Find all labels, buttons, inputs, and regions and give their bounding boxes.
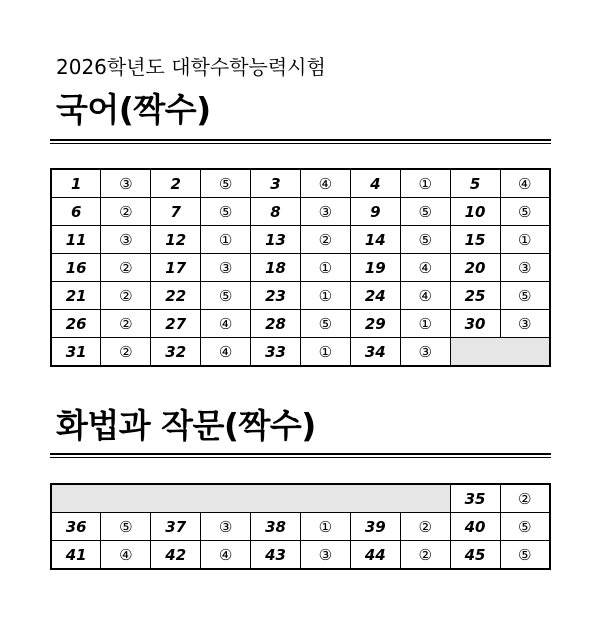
question-number: 37 — [151, 513, 201, 541]
question-number: 19 — [350, 254, 400, 282]
question-number: 6 — [51, 198, 101, 226]
answer-choice: ⑤ — [500, 198, 550, 226]
answer-choice: ⑤ — [300, 310, 350, 338]
answer-choice: ④ — [101, 541, 151, 570]
question-number: 9 — [350, 198, 400, 226]
question-number: 42 — [151, 541, 201, 570]
question-number: 15 — [450, 226, 500, 254]
question-number: 26 — [51, 310, 101, 338]
table-row — [51, 338, 550, 367]
question-number: 36 — [51, 513, 101, 541]
question-number: 33 — [251, 338, 301, 367]
answer-choice: ② — [500, 484, 550, 513]
question-number: 41 — [51, 541, 101, 570]
section-title-speech-writing: 화법과 작문(짝수) — [56, 406, 316, 445]
question-number: 23 — [251, 282, 301, 310]
question-number: 14 — [350, 226, 400, 254]
question-number: 18 — [251, 254, 301, 282]
table-row — [51, 310, 550, 338]
table-row — [51, 282, 550, 310]
answer-choice: ② — [101, 282, 151, 310]
answer-choice: ① — [300, 282, 350, 310]
table-row — [51, 254, 550, 282]
section-title-korean: 국어(짝수) — [56, 90, 211, 129]
exam-title: 2026학년도 대학수학능력시험 — [56, 55, 326, 79]
table-row — [51, 513, 550, 541]
question-number: 34 — [350, 338, 400, 367]
answer-choice: ⑤ — [500, 541, 550, 570]
question-number: 7 — [151, 198, 201, 226]
answer-choice: ② — [101, 338, 151, 367]
section-divider — [50, 453, 551, 458]
answer-choice: ③ — [101, 226, 151, 254]
answer-choice: ① — [300, 338, 350, 367]
table-row — [51, 198, 550, 226]
answer-choice: ⑤ — [500, 282, 550, 310]
answer-choice: ② — [101, 198, 151, 226]
question-number: 40 — [450, 513, 500, 541]
question-number: 17 — [151, 254, 201, 282]
question-number: 5 — [450, 169, 500, 198]
answer-choice: ④ — [500, 169, 550, 198]
question-number: 13 — [251, 226, 301, 254]
answer-choice: ④ — [400, 282, 450, 310]
question-number: 2 — [151, 169, 201, 198]
question-number: 45 — [450, 541, 500, 570]
question-number: 28 — [251, 310, 301, 338]
answer-choice: ② — [101, 310, 151, 338]
answer-choice: ③ — [500, 310, 550, 338]
answer-choice: ④ — [400, 254, 450, 282]
answer-choice: ③ — [300, 541, 350, 570]
answer-choice: ③ — [300, 198, 350, 226]
answer-table-korean — [50, 168, 551, 367]
answer-choice: ② — [300, 226, 350, 254]
answer-choice: ④ — [300, 169, 350, 198]
question-number: 43 — [251, 541, 301, 570]
answer-choice: ② — [101, 254, 151, 282]
question-number: 29 — [350, 310, 400, 338]
answer-choice: ① — [300, 513, 350, 541]
answer-choice: ③ — [400, 338, 450, 367]
question-number: 16 — [51, 254, 101, 282]
question-number: 32 — [151, 338, 201, 367]
answer-choice: ⑤ — [201, 198, 251, 226]
question-number: 3 — [251, 169, 301, 198]
table-row — [51, 484, 550, 513]
answer-choice: ③ — [101, 169, 151, 198]
question-number: 22 — [151, 282, 201, 310]
table-row — [51, 541, 550, 570]
answer-choice: ③ — [500, 254, 550, 282]
question-number: 12 — [151, 226, 201, 254]
question-number: 20 — [450, 254, 500, 282]
question-number: 11 — [51, 226, 101, 254]
answer-choice: ④ — [201, 338, 251, 367]
answer-table-speech-writing — [50, 483, 551, 570]
question-number: 25 — [450, 282, 500, 310]
answer-choice: ① — [300, 254, 350, 282]
question-number: 4 — [350, 169, 400, 198]
answer-choice: ① — [201, 226, 251, 254]
question-number: 39 — [350, 513, 400, 541]
table-row — [51, 169, 550, 198]
answer-choice: ⑤ — [201, 282, 251, 310]
answer-choice: ⑤ — [201, 169, 251, 198]
answer-choice: ① — [500, 226, 550, 254]
answer-choice: ② — [400, 513, 450, 541]
question-number: 38 — [251, 513, 301, 541]
question-number: 8 — [251, 198, 301, 226]
question-number: 21 — [51, 282, 101, 310]
question-number: 10 — [450, 198, 500, 226]
answer-choice: ③ — [201, 513, 251, 541]
question-number: 35 — [450, 484, 500, 513]
answer-choice: ⑤ — [500, 513, 550, 541]
question-number: 27 — [151, 310, 201, 338]
answer-choice: ⑤ — [400, 226, 450, 254]
section-divider — [50, 139, 551, 144]
question-number: 44 — [350, 541, 400, 570]
empty-cell — [51, 484, 450, 513]
question-number: 30 — [450, 310, 500, 338]
answer-choice: ⑤ — [400, 198, 450, 226]
answer-choice: ④ — [201, 310, 251, 338]
question-number: 24 — [350, 282, 400, 310]
answer-choice: ④ — [201, 541, 251, 570]
empty-cell — [450, 338, 550, 367]
answer-choice: ③ — [201, 254, 251, 282]
question-number: 1 — [51, 169, 101, 198]
answer-choice: ① — [400, 310, 450, 338]
question-number: 31 — [51, 338, 101, 367]
answer-choice: ① — [400, 169, 450, 198]
table-row — [51, 226, 550, 254]
answer-choice: ⑤ — [101, 513, 151, 541]
answer-choice: ② — [400, 541, 450, 570]
